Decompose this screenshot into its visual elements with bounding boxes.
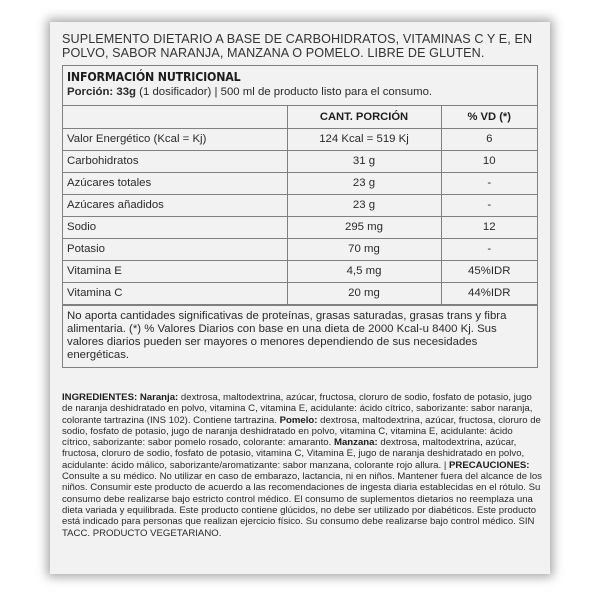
precautions-label: PRECAUCIONES: bbox=[449, 459, 530, 471]
nutrient-name: Vitamina E bbox=[63, 260, 287, 282]
column-header-daily-value: % VD (*) bbox=[441, 106, 537, 128]
nutrient-daily-value: 45%IDR bbox=[441, 260, 537, 282]
portion-info bbox=[67, 85, 533, 99]
product-label-card bbox=[50, 22, 550, 574]
nutrient-amount: 31 g bbox=[287, 150, 441, 172]
nutrient-name: Carbohidratos bbox=[63, 150, 287, 172]
table-row bbox=[63, 216, 537, 238]
nutrient-amount: 23 g bbox=[287, 194, 441, 216]
ingredients-pomelo: dextrosa, maltodextrina, azúcar, fructosa, cloruro de sodio, fosfato de potasio, jugo de naranja deshidratado en polvo, vitamina C, vitamina E, acidulante: ácido cítrico, saborizante: sabor pomelo rosado, colorante: amaranto. bbox=[62, 414, 541, 449]
portion-text: (1 dosificador) | 500 ml de producto listo para el consumo. bbox=[136, 86, 433, 98]
ingredients-section bbox=[62, 392, 542, 539]
column-header-amount: CANT. PORCIÓN bbox=[287, 106, 441, 128]
nutrient-name: Azúcares totales bbox=[63, 172, 287, 194]
ingredients-label: INGREDIENTES: bbox=[62, 392, 138, 403]
nutrition-title: INFORMACIÓN NUTRICIONAL bbox=[67, 70, 241, 84]
nutrient-amount: 70 mg bbox=[287, 238, 441, 260]
nutrient-daily-value: - bbox=[441, 194, 537, 216]
nutrient-amount: 23 g bbox=[287, 172, 441, 194]
product-description: SUPLEMENTO DIETARIO A BASE DE CARBOHIDRATOS, VITAMINAS C Y E, EN POLVO, SABOR NARANJA, MANZANA O POMELO. LIBRE DE GLUTEN. bbox=[62, 32, 533, 60]
nutrition-header bbox=[63, 66, 537, 106]
column-header-nutrient bbox=[63, 106, 287, 128]
nutrition-table bbox=[63, 106, 537, 305]
table-row bbox=[63, 238, 537, 260]
table-row bbox=[63, 150, 537, 172]
nutrient-name: Potasio bbox=[63, 238, 287, 260]
nutrient-amount: 124 Kcal = 519 Kj bbox=[287, 128, 441, 150]
nutrient-daily-value: 6 bbox=[441, 128, 537, 150]
precautions-text: Consulte a su médico. No utilizar en caso de embarazo, lactancia, ni en niños. Mantener fuera del alcance de los niños. Consumir este producto de acuerdo a las recomendaciones de ingesta diaria establecidas en el rótulo. Su consumo debe realizarse bajo estricto control médico. El consumo de suplementos dietarios no reemplaza una dieta variada y equilibrada. Este producto contiene glúcidos, no debe ser utilizado por diabéticos. Este producto está indicado para personas que realizan ejercicio físico. Su consumo debe realizarse bajo control médico. SIN TACC. PRODUCTO VEGETARIANO. bbox=[62, 471, 542, 539]
nutrient-name: Vitamina C bbox=[63, 282, 287, 304]
nutrient-amount: 20 mg bbox=[287, 282, 441, 304]
nutrient-daily-value: - bbox=[441, 172, 537, 194]
nutrient-name: Valor Energético (Kcal = Kj) bbox=[63, 128, 287, 150]
nutrient-name: Sodio bbox=[63, 216, 287, 238]
nutrient-daily-value: 12 bbox=[441, 216, 537, 238]
portion-label: Porción: 33g bbox=[67, 86, 136, 98]
table-row bbox=[63, 282, 537, 304]
flavor-label-pomelo: Pomelo: bbox=[279, 414, 318, 426]
nutrient-name: Azúcares añadidos bbox=[63, 194, 287, 216]
nutrient-daily-value: 10 bbox=[441, 150, 537, 172]
nutrient-daily-value: - bbox=[441, 238, 537, 260]
nutrient-daily-value: 44%IDR bbox=[441, 282, 537, 304]
flavor-label-naranja: Naranja: bbox=[139, 392, 179, 403]
table-row bbox=[63, 260, 537, 282]
nutrition-footnote: No aporta cantidades significativas de proteínas, grasas saturadas, grasas trans y fibra alimentaria. (*) % Valores Diarios con base en una dieta de 2000 Kcal-u 8400 Kj. Sus valores diarios pueden ser mayores o menores dependiendo de sus necesidades energéticas. bbox=[63, 305, 537, 367]
nutrient-amount: 4,5 mg bbox=[287, 260, 441, 282]
table-row bbox=[63, 172, 537, 194]
ingredients-manzana: dextrosa, maltodextrina, azúcar, fructosa, cloruro de sodio, fosfato de potasio, vitamina C, Vitamina E, jugo de naranja deshidratado en polvo, acidulante: ácido málico, saborizante/aromatizante: sabor manzana, colorante rojo allura. | bbox=[62, 437, 525, 471]
nutrition-facts-box bbox=[62, 65, 538, 368]
nutrient-amount: 295 mg bbox=[287, 216, 441, 238]
flavor-label-manzana: Manzana: bbox=[333, 437, 378, 449]
table-row bbox=[63, 194, 537, 216]
ingredients-naranja: dextrosa, maltodextrina, azúcar, fructosa, cloruro de sodio, fosfato de potasio, jugo de naranja deshidratado en polvo, vitamina C, vitamina E, acidulante: ácido cítrico, saborizante: sabor naranja, colorante tartrazina (INS 102). Contiene tartrazina. bbox=[62, 392, 533, 426]
table-header-row bbox=[63, 106, 537, 128]
table-row bbox=[63, 128, 537, 150]
